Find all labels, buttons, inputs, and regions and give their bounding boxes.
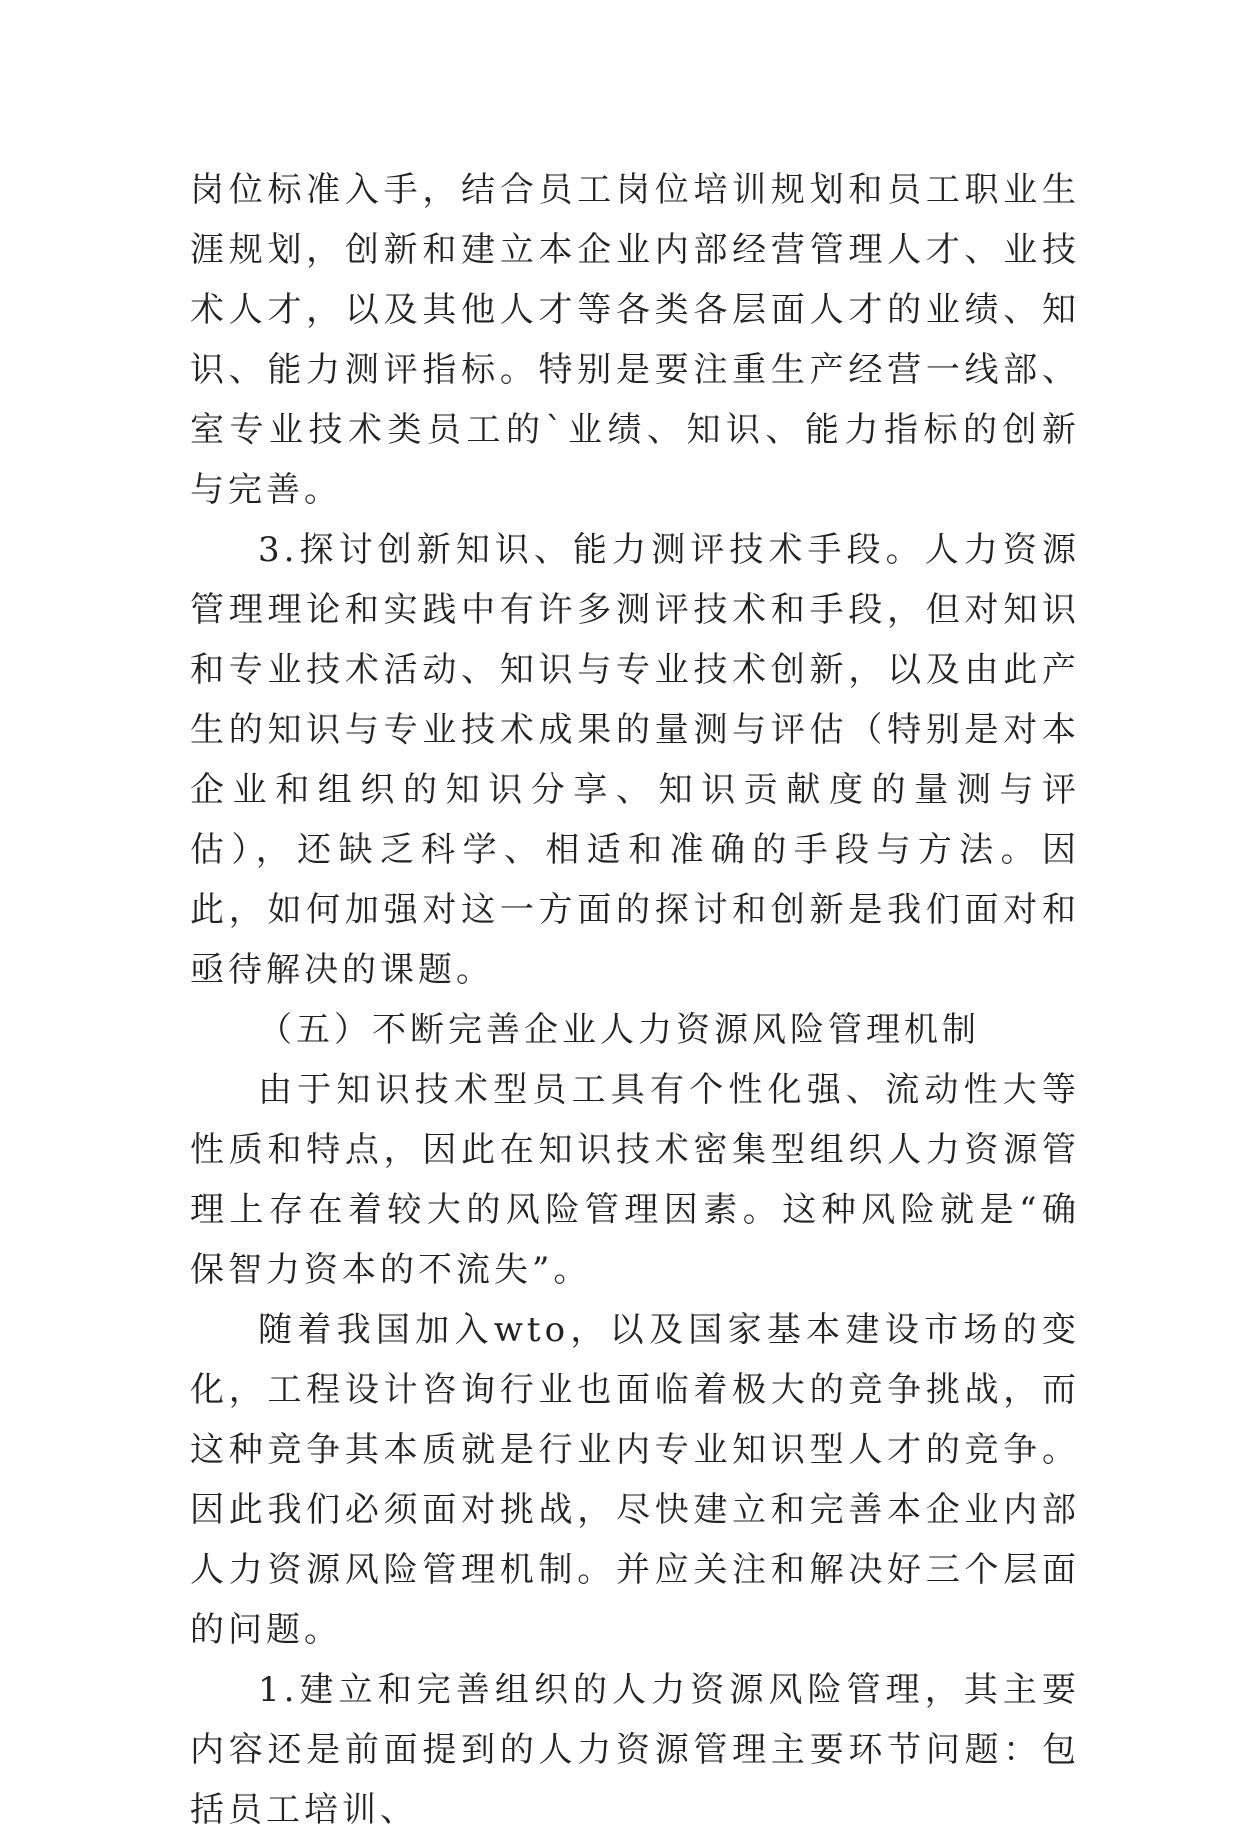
section-heading-5: （五）不断完善企业人力资源风险管理机制 (258, 1010, 980, 1050)
paragraph-wto: 随着我国加入wto，以及国家基本建设市场的变化，工程设计咨询行业也面临着极大的竞争挑战，而这种竞争其本质就是行业内专业知识型人才的竞争。因此我们必须面对挑战，尽快建立和完善本企业内部人力资源风险管理机制。并应关注和解决好三个层面的问题。 (190, 1310, 1080, 1650)
paragraph-continued: 岗位标准入手，结合员工岗位培训规划和员工职业生涯规划，创新和建立本企业内部经营管理人才、业技术人才，以及其他人才等各类各层面人才的业绩、知识、能力测评指标。特别是要注重生产经营一线部、室专业技术类员工的`业绩、知识、能力指标的创新与完善。 (190, 170, 1080, 510)
body-text (190, 160, 1080, 1840)
paragraph-risk-intro: 由于知识技术型员工具有个性化强、流动性大等性质和特点，因此在知识技术密集型组织人力资源管理上存在着较大的风险管理因素。这种风险就是“确保智力资本的不流失”。 (190, 1070, 1080, 1290)
paragraph-item-3: 3.探讨创新知识、能力测评技术手段。人力资源管理理论和实践中有许多测评技术和手段，但对知识和专业技术活动、知识与专业技术创新，以及由此产生的知识与专业技术成果的量测与评估（特别是对本企业和组织的知识分享、知识贡献度的量测与评估），还缺乏科学、相适和准确的手段与方法。因此，如何加强对这一方面的探讨和创新是我们面对和亟待解决的课题。 (190, 530, 1080, 990)
paragraph-item-1: 1.建立和完善组织的人力资源风险管理，其主要内容还是前面提到的人力资源管理主要环节问题：包括员工培训、 (190, 1670, 1080, 1830)
